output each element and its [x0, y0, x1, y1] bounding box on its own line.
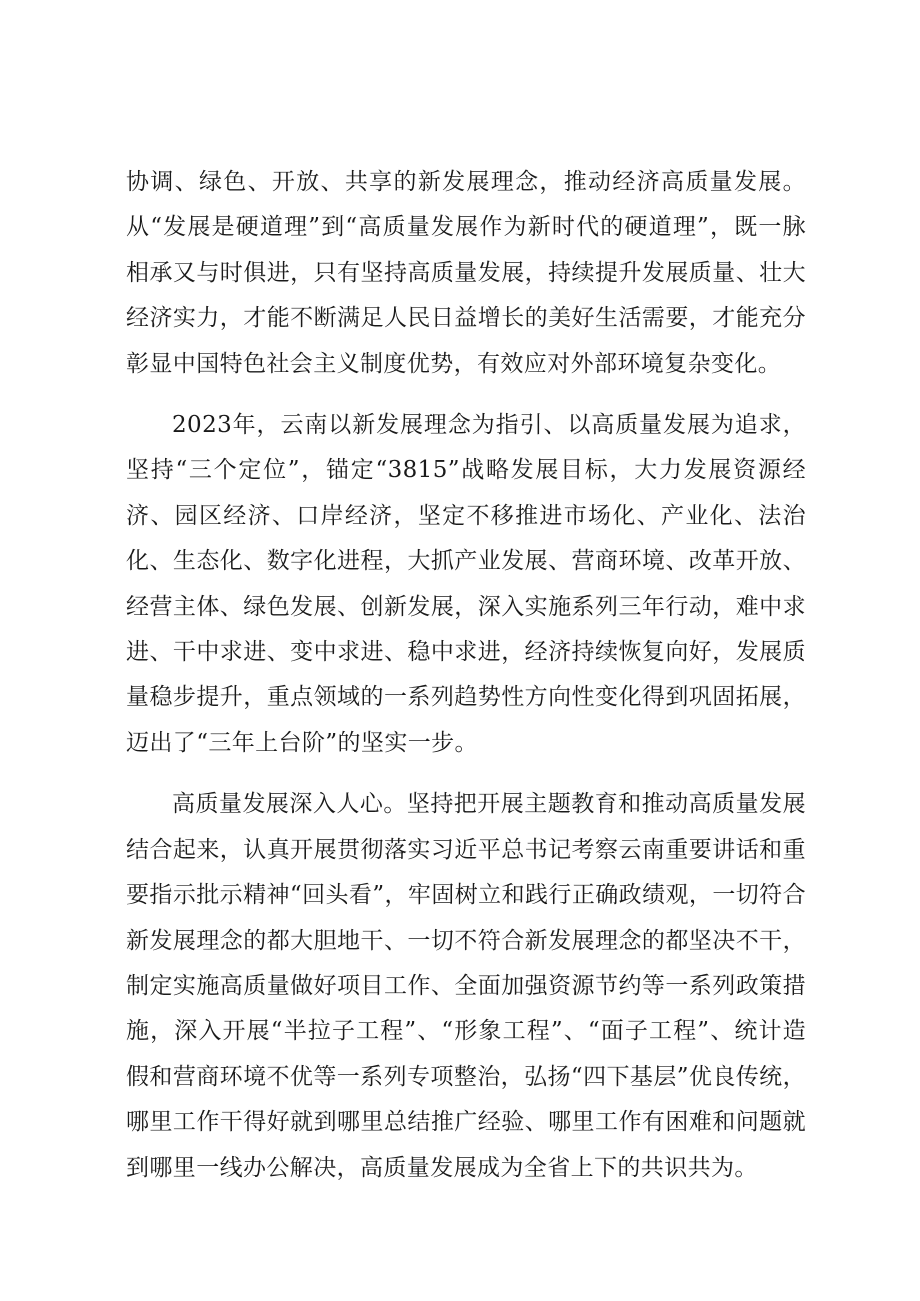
body-text — [126, 160, 806, 1191]
paragraph-continued: 协调、绿色、开放、共享的新发展理念，推动经济高质量发展。从“发展是硬道理”到“高质量发展作为新时代的硬道理”，既一脉相承又与时俱进，只有坚持高质量发展，持续提升发展质量、壮大经济实力，才能不断满足人民日益增长的美好生活需要，才能充分彰显中国特色社会主义制度优势，有效应对外部环境复杂变化。 — [126, 169, 806, 377]
paragraph-high-quality-development: 高质量发展深入人心。坚持把开展主题教育和推动高质量发展结合起来，认真开展贯彻落实习近平总书记考察云南重要讲话和重要指示批示精神“回头看”，牢固树立和践行正确政绩观，一切符合新发展理念的都大胆地干、一切不符合新发展理念的都坚决不干，制定实施高质量做好项目工作、全面加强资源节约等一系列政策措施，深入开展“半拉子工程”、“形象工程”、“面子工程”、统计造假和营商环境不优等一系列专项整治，弘扬“四下基层”优良传统，哪里工作干得好就到哪里总结推广经验、哪里工作有困难和问题就到哪里一线办公解决，高质量发展成为全省上下的共识共为。 — [126, 791, 806, 1181]
paragraph-yunnan-2023: 2023年，云南以新发展理念为指引、以高质量发展为追求，坚持“三个定位”，锚定“3815”战略发展目标，大力发展资源经济、园区经济、口岸经济，坚定不移推进市场化、产业化、法治化、生态化、数字化进程，大抓产业发展、营商环境、改革开放、经营主体、绿色发展、创新发展，深入实施系列三年行动，难中求进、干中求进、变中求进、稳中求进，经济持续恢复向好，发展质量稳步提升，重点领域的一系列趋势性方向性变化得到巩固拓展，迈出了“三年上台阶”的坚实一步。 — [126, 412, 806, 756]
